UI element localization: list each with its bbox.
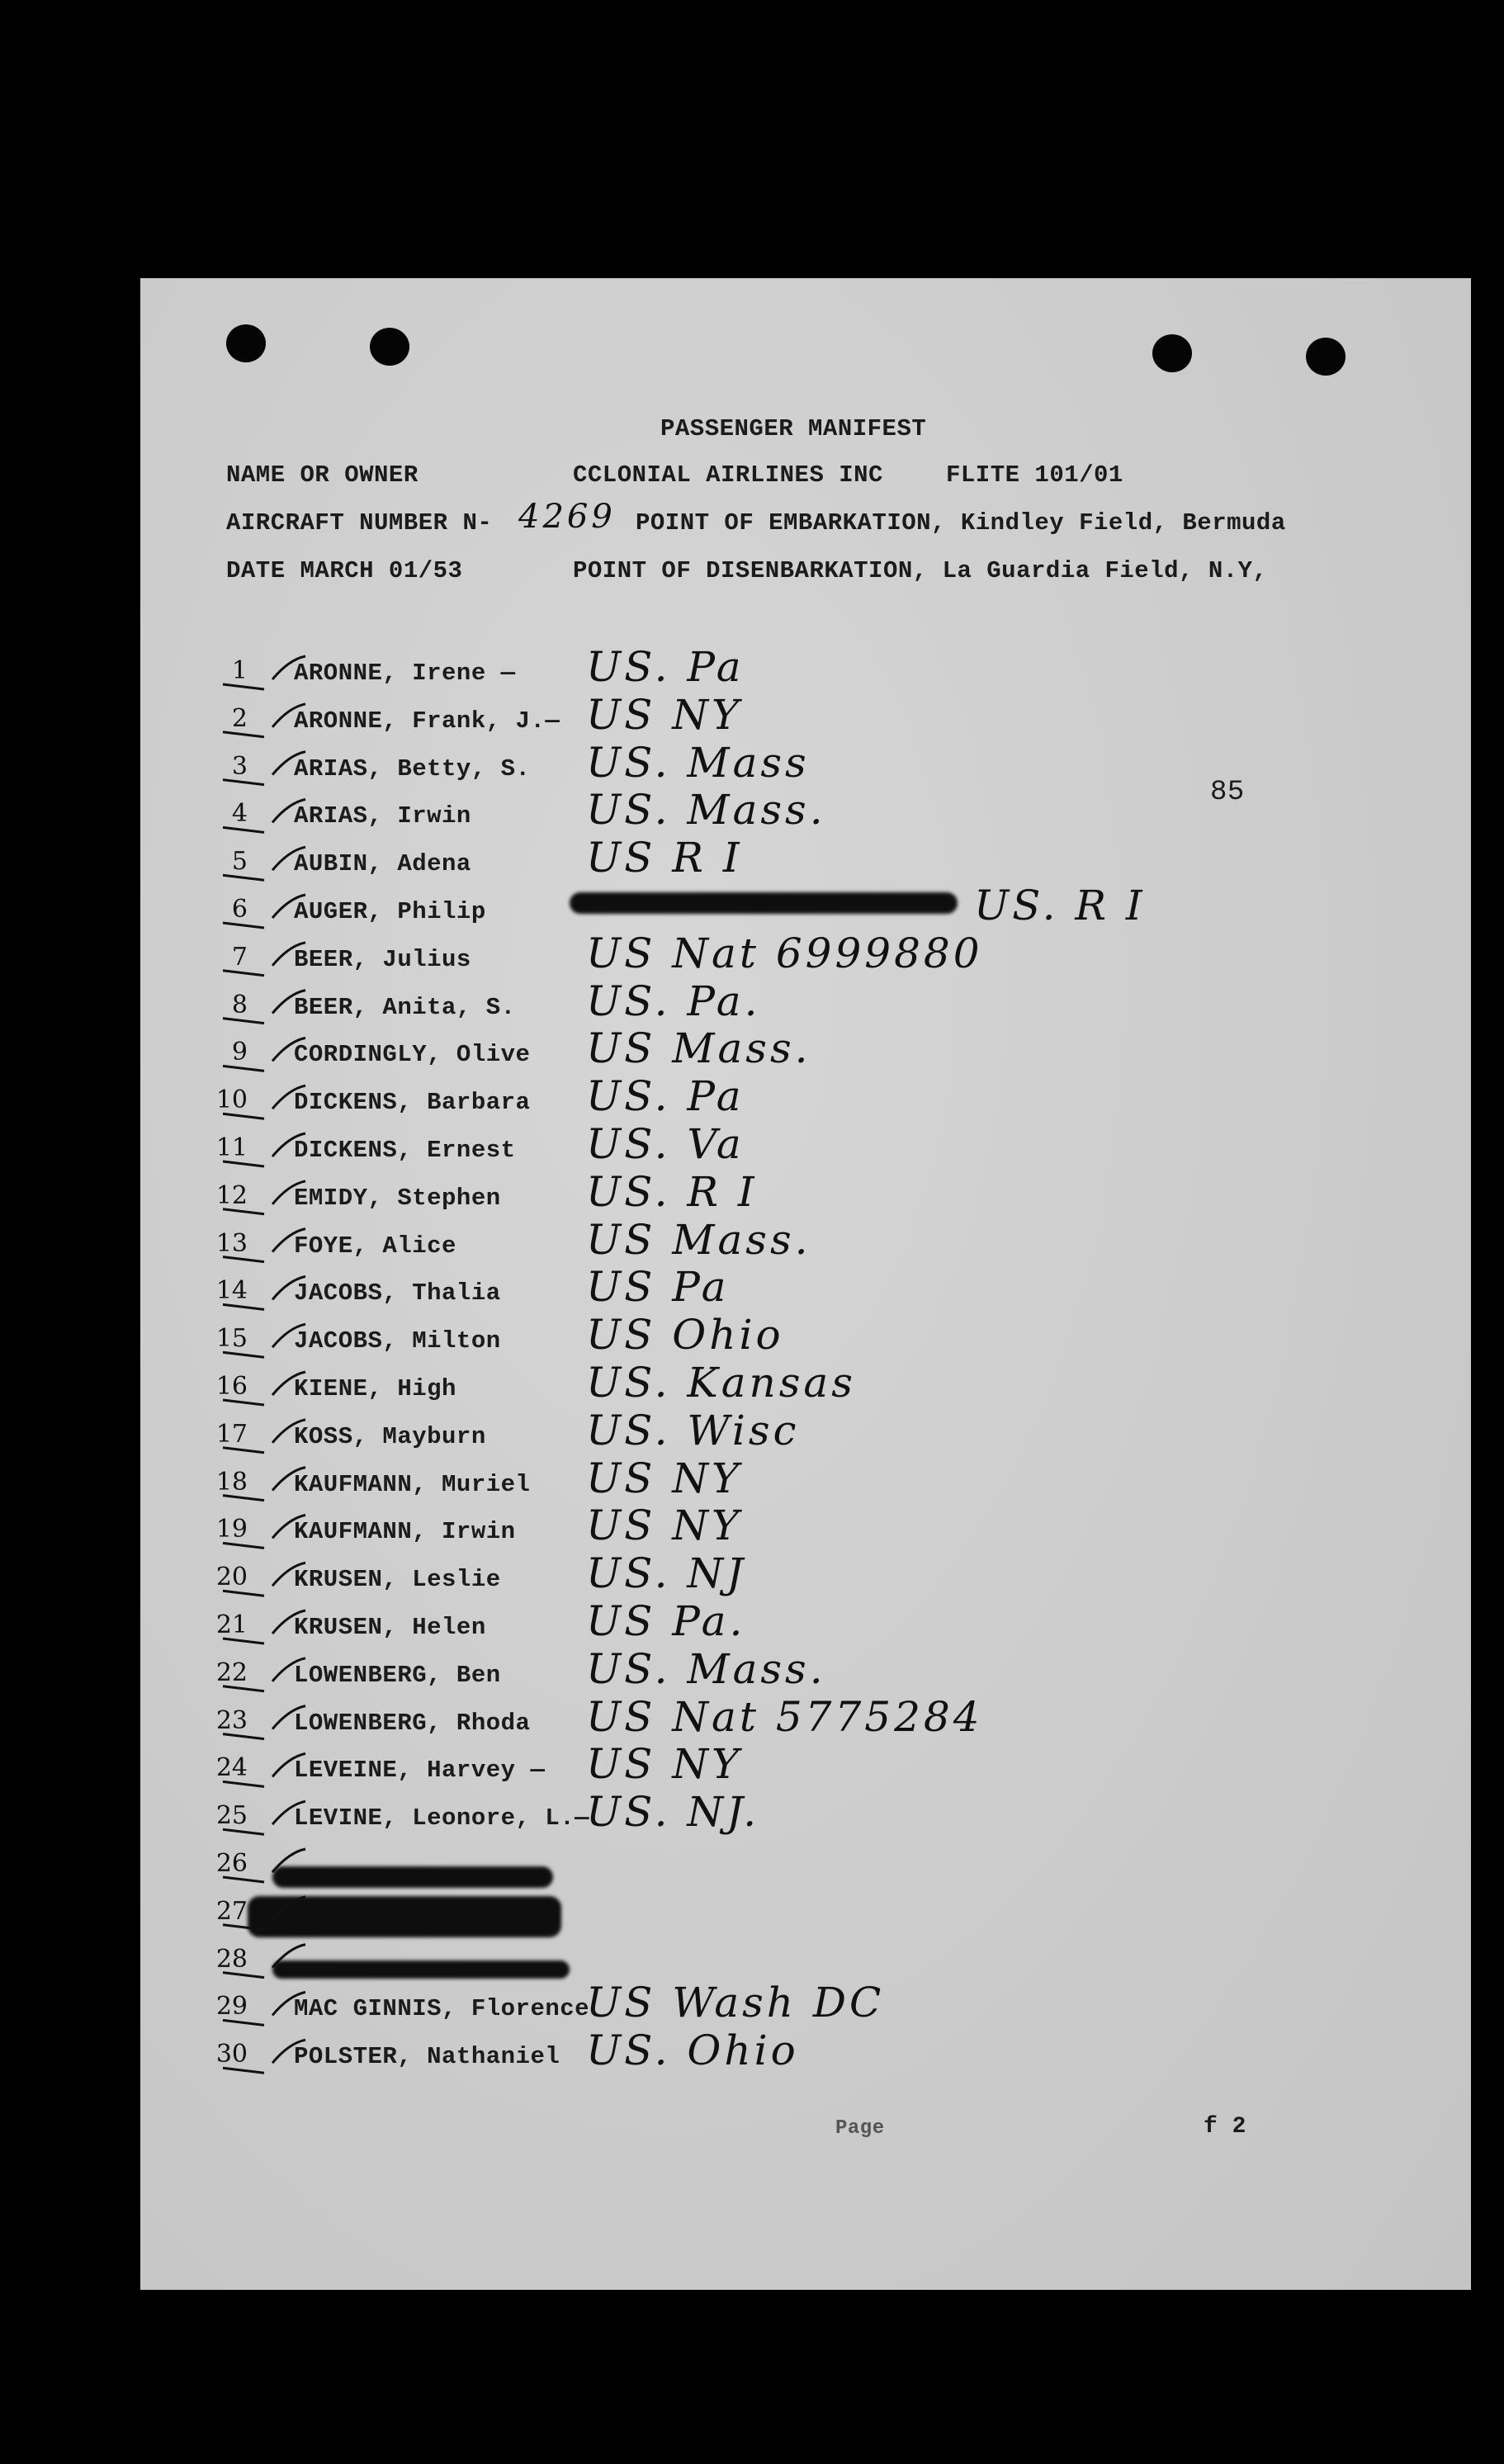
page-count: f 2: [1204, 2114, 1246, 2140]
check-mark: [223, 1181, 305, 1214]
check-mark: [223, 752, 305, 785]
check-mark: [223, 1372, 305, 1405]
check-mark: [223, 1801, 305, 1834]
owner-value: CCLONIAL AIRLINES INC: [573, 461, 883, 489]
passenger-number: 6: [231, 895, 248, 924]
passenger-number: 5: [231, 847, 248, 877]
aircraft-label: AIRCRAFT NUMBER N-: [226, 509, 493, 537]
check-mark: [223, 1563, 305, 1596]
check-mark: [223, 1085, 305, 1118]
passenger-note: US. R I: [586, 1167, 758, 1216]
disembarkation-point: POINT OF DISENBARKATION, La Guardia Field, N.Y,: [573, 557, 1268, 584]
check-mark: [223, 1610, 305, 1643]
passenger-note: US Wash DC: [586, 1979, 885, 2027]
passenger-name: JACOBS, Milton: [294, 1327, 501, 1355]
passenger-note: US. Pa: [586, 643, 745, 691]
passenger-number: 2: [231, 703, 248, 733]
passenger-note: US. Wisc: [586, 1406, 800, 1454]
passenger-note: US Ohio: [586, 1311, 784, 1360]
passenger-note: US. NJ: [586, 1549, 747, 1598]
passenger-name: FOYE, Alice: [294, 1232, 456, 1260]
passenger-number: 29: [215, 1992, 248, 2022]
passenger-number: 10: [215, 1085, 248, 1115]
passenger-name: KOSS, Mayburn: [294, 1422, 486, 1450]
passenger-name: LOWENBERG, Ben: [294, 1661, 501, 1689]
passenger-number: 15: [215, 1324, 248, 1354]
check-mark: [223, 704, 305, 737]
passenger-note: US. R I: [974, 882, 1146, 929]
passenger-number: 12: [215, 1180, 248, 1210]
check-mark: [223, 1276, 305, 1309]
check-mark: [223, 1420, 305, 1453]
check-marks-layer: [140, 278, 1471, 2290]
check-mark: [223, 1468, 305, 1501]
check-mark: [223, 1133, 305, 1166]
passenger-number: 30: [215, 2040, 248, 2069]
passenger-number: 26: [215, 1849, 248, 1878]
check-mark: [223, 1849, 305, 1882]
passenger-name: CORDINGLY, Olive: [294, 1041, 531, 1069]
passenger-name: ARONNE, Frank, J.—: [294, 707, 560, 735]
check-mark: [223, 991, 305, 1024]
passenger-note: US. Pa.: [586, 977, 761, 1025]
passenger-note: US. Mass: [586, 738, 810, 787]
margin-count: 85: [1210, 777, 1245, 808]
passenger-note: US NY: [586, 1502, 743, 1550]
passenger-name: MAC GINNIS, Florence: [294, 1995, 590, 2023]
passenger-number: 24: [215, 1753, 248, 1783]
passenger-name: LOWENBERG, Rhoda: [294, 1709, 531, 1737]
embarkation-point: POINT OF EMBARKATION, Kindley Field, Bermuda: [636, 509, 1286, 537]
passenger-number: 25: [215, 1801, 248, 1831]
check-mark: [223, 1753, 305, 1786]
passenger-number: 18: [215, 1467, 248, 1497]
passenger-number: 27: [215, 1896, 248, 1926]
passenger-number: 21: [215, 1610, 248, 1639]
passenger-name: AUGER, Philip: [294, 898, 486, 925]
passenger-number: 7: [231, 942, 248, 972]
passenger-name: LEVINE, Leonore, L.—: [294, 1804, 590, 1833]
check-mark: [223, 1945, 305, 1978]
owner-label: NAME OR OWNER: [226, 461, 419, 489]
passenger-note: US. Va: [586, 1120, 745, 1168]
passenger-number: 17: [215, 1419, 248, 1449]
passenger-number: 22: [215, 1658, 248, 1687]
check-mark: [223, 1324, 305, 1357]
passenger-note: US Mass.: [586, 1215, 811, 1264]
passenger-number: 19: [215, 1515, 248, 1544]
passenger-name: KRUSEN, Helen: [294, 1614, 486, 1641]
passenger-number: 23: [215, 1705, 248, 1735]
passenger-number: 16: [215, 1372, 248, 1401]
check-mark: [223, 943, 305, 976]
passenger-name: BEER, Julius: [294, 945, 471, 973]
passenger-name: DICKENS, Barbara: [294, 1089, 531, 1117]
check-mark: [223, 2040, 305, 2073]
passenger-note: US Nat 6999880: [586, 929, 983, 977]
passenger-note: US. Mass.: [586, 1644, 826, 1693]
page-label: Page: [835, 2117, 885, 2140]
manifest-date: DATE MARCH 01/53: [226, 557, 463, 584]
flight-number: FLITE 101/01: [946, 461, 1123, 489]
check-mark: [223, 1515, 305, 1548]
passenger-note: US R I: [586, 834, 743, 882]
passenger-number: 1: [231, 656, 248, 685]
passenger-name: JACOBS, Thalia: [294, 1279, 501, 1308]
passenger-number: 3: [231, 751, 248, 781]
passenger-number: 11: [215, 1133, 248, 1162]
check-mark: [223, 1038, 305, 1071]
passenger-note: US. NJ.: [586, 1788, 760, 1837]
check-mark: [223, 1992, 305, 2025]
passenger-name: KRUSEN, Leslie: [294, 1566, 501, 1594]
passenger-name: KAUFMANN, Muriel: [294, 1470, 531, 1498]
passenger-name: DICKENS, Ernest: [294, 1137, 516, 1164]
check-mark: [223, 1706, 305, 1739]
passenger-note: US Mass.: [586, 1024, 811, 1073]
passenger-number: 4: [231, 799, 248, 829]
passenger-note: US Pa: [586, 1263, 730, 1312]
passenger-note: US NY: [586, 690, 743, 739]
passenger-name: ARONNE, Irene —: [294, 660, 516, 687]
check-mark: [223, 656, 305, 689]
passenger-number: 20: [215, 1563, 248, 1592]
passenger-note: US NY: [586, 1454, 743, 1502]
manifest-title: PASSENGER MANIFEST: [660, 415, 927, 442]
passenger-name: LEVEINE, Harvey —: [294, 1757, 546, 1785]
passenger-note: US. Kansas: [586, 1359, 856, 1407]
passenger-note: US Nat 5775284: [586, 1692, 983, 1741]
passenger-number: 28: [215, 1944, 248, 1974]
check-mark: [223, 1897, 305, 1930]
passenger-name: EMIDY, Stephen: [294, 1184, 501, 1212]
manifest-sheet: [140, 278, 1471, 2290]
passenger-name: ARIAS, Irwin: [294, 802, 471, 830]
passenger-name: KAUFMANN, Irwin: [294, 1518, 516, 1546]
passenger-note: US NY: [586, 1740, 743, 1789]
passenger-note: US. Ohio: [586, 2027, 799, 2075]
passenger-name: POLSTER, Nathaniel: [294, 2043, 560, 2071]
check-mark: [223, 895, 305, 928]
passenger-name: BEER, Anita, S.: [294, 993, 516, 1021]
passenger-note: US Pa.: [586, 1597, 746, 1645]
passenger-number: 8: [231, 990, 248, 1019]
check-mark: [223, 799, 305, 832]
passenger-name: KIENE, High: [294, 1375, 456, 1402]
passenger-number: 14: [215, 1276, 248, 1306]
passenger-number: 13: [215, 1228, 248, 1258]
passenger-note: US. Pa: [586, 1072, 745, 1121]
check-mark: [223, 847, 305, 880]
check-mark: [223, 1658, 305, 1691]
aircraft-number: 4269: [518, 498, 616, 536]
passenger-name: ARIAS, Betty, S.: [294, 754, 531, 783]
passenger-number: 9: [231, 1038, 248, 1067]
check-mark: [223, 1229, 305, 1262]
passenger-name: AUBIN, Adena: [294, 850, 471, 878]
passenger-note: US. Mass.: [586, 786, 826, 835]
